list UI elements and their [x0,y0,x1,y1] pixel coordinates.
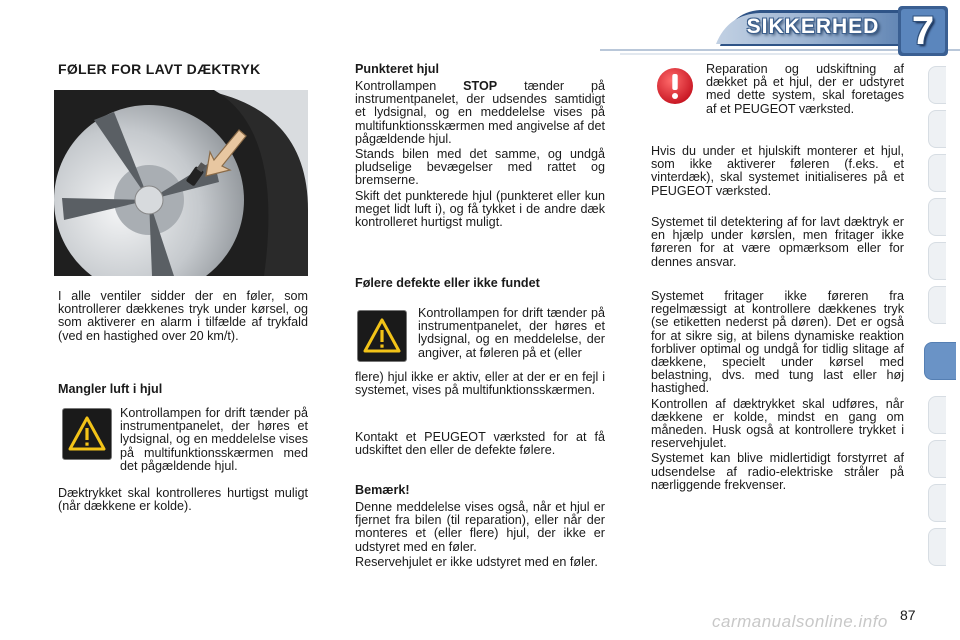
sensor-fault-lamp-icon [357,310,407,362]
chapter-tab[interactable] [928,198,946,236]
warning-lamp-icon [62,408,112,460]
repair-warning-paragraph: Reparation og udskiftning af dækket på et hjul, der er udstyret med dette system, skal foretages af et PEUGEOT værksted. [706,62,904,116]
right-paragraph-2: Systemet til detektering af for lavt dæktryk er en hjælp under kørslen, men fritager ikke føreren for at være opmærksom eller for dennes ansvar. [651,215,904,269]
warning-triangle-icon [362,316,402,356]
section-title: SIKKERHED [746,15,880,38]
chapter-tab[interactable] [928,440,946,478]
chapter-tab[interactable] [928,242,946,280]
chapter-tab[interactable] [928,286,946,324]
missing-air-lamp-paragraph: Kontrollampen for drift tænder på instrumentpanelet, der høres et lydsignal, og en meddelelse vises på multifunktionsskærmen med det pågældende hjul. [120,406,308,473]
defect-sensor-heading: Følere defekte eller ikke fundet [355,276,540,290]
defect-lamp-full-text [355,371,605,399]
puncture-text-block [355,80,605,231]
puncture-paragraph-1 [355,80,605,146]
stop-lamp-label: STOP [463,79,498,93]
watermark: carmanualsonline.info [712,612,888,631]
chapter-tab-active[interactable] [924,342,956,380]
defect-contact-text [355,431,605,459]
chapter-tab-index [928,66,960,576]
missing-air-note-paragraph: Dæktrykket skal kontrolleres hurtigst muligt (når dækkene er kolde). [58,486,308,514]
puncture-heading: Punkteret hjul [355,62,439,76]
wheel-valve-illustration [54,90,308,276]
chapter-number-badge: 7 [911,9,935,53]
right-text-block-2 [651,216,904,271]
page-header [0,0,960,60]
puncture-paragraph-3: Skift det punkterede hjul (punkteret eller kun meget lidt luft i), og få tykket i de andre dæk kontrolleret hurtigst muligt. [355,188,605,230]
remark-heading: Bemærk! [355,483,410,497]
right-text-block-3 [651,290,904,494]
defect-lamp-side-text [418,307,605,362]
right-paragraph-3: Systemet fritager ikke føreren fra regelmæssigt at kontrollere dækkenes tryk (se etiketten nederst på døren). Det er også for at sikre sig, at bilens dynamiske reaktion forbliver optimal og undgå for tidlig slitage af dækkene, specielt under kørsel med belastning, dvs. med tung last eller høj hastighed. [651,289,904,396]
defect-lamp-full-paragraph: flere) hjul ikke er aktiv, eller at der er en fejl i systemet, vises på multifunktionsskærmen. [355,370,605,398]
chapter-tab[interactable] [928,528,946,566]
right-paragraph-1: Hvis du under et hjulskift monterer et hjul, som ikke aktiverer føleren (f.eks. et vinterdæk), skal systemet initialiseres på et PEUGEOT værksted. [651,144,904,198]
puncture-p1-after: tænder på instrumentpanelet, der udsendes samtidigt et lydsignal, og en meddelelse vises på multifunktionsskærmen med angivelse af det pågældende hjul. [355,79,605,146]
chapter-tab[interactable] [928,110,946,148]
warning-triangle-icon [67,414,107,454]
page-number: 87 [900,607,916,623]
chapter-tab[interactable] [928,154,946,192]
right-paragraph-5: Systemet kan blive midlertidigt forstyrret af udsendelse af radio-elektriske stråler på nærliggende frekvenser. [651,451,904,492]
repair-warning-text [706,63,904,118]
chapter-tab[interactable] [928,484,946,522]
remark-text-block [355,501,605,571]
intro-text-block [58,290,308,345]
defect-contact-paragraph: Kontakt et PEUGEOT værksted for at få udskiftet den eller de defekte følere. [355,430,605,458]
exclamation-warning-icon [655,66,695,106]
chapter-tab[interactable] [928,396,946,434]
puncture-p1-before: Kontrollampen [355,79,464,93]
missing-air-note [58,487,308,515]
remark-paragraph-1: Denne meddelelse vises også, når et hjul er fjernet fra bilen (til reparation), eller når der monteres et (eller flere) hjul, der ikke er udstyret med en føler. [355,500,605,554]
chapter-tab[interactable] [928,66,946,104]
intro-paragraph: I alle ventiler sidder der en føler, som kontrollerer dækkenes tryk under kørsel, og som aktiverer en alarm i tilfælde af trykfald (ved en hastighed over 20 km/t). [58,289,308,343]
defect-lamp-side-paragraph: Kontrollampen for drift tænder på instrumentpanelet, der høres et lydsignal, og en meddelelse, der angiver, at føleren på et (eller [418,306,605,360]
remark-paragraph-2: Reservehjulet er ikke udstyret med en føler. [355,554,598,569]
missing-air-heading: Mangler luft i hjul [58,382,163,396]
right-paragraph-4: Kontrollen af dæktrykket skal udføres, når dækkene er kolde, mindst en gang om måneden. Husk også at kontrollere trykket i reservehjulet. [651,396,904,451]
puncture-paragraph-2: Stands bilen med det samme, og undgå pludselige bevægelser med rattet og bremserne. [355,147,605,188]
missing-air-lamp-text [120,407,308,475]
page-title: FØLER FOR LAVT DÆKTRYK [58,61,261,77]
right-text-block-1 [651,145,904,200]
